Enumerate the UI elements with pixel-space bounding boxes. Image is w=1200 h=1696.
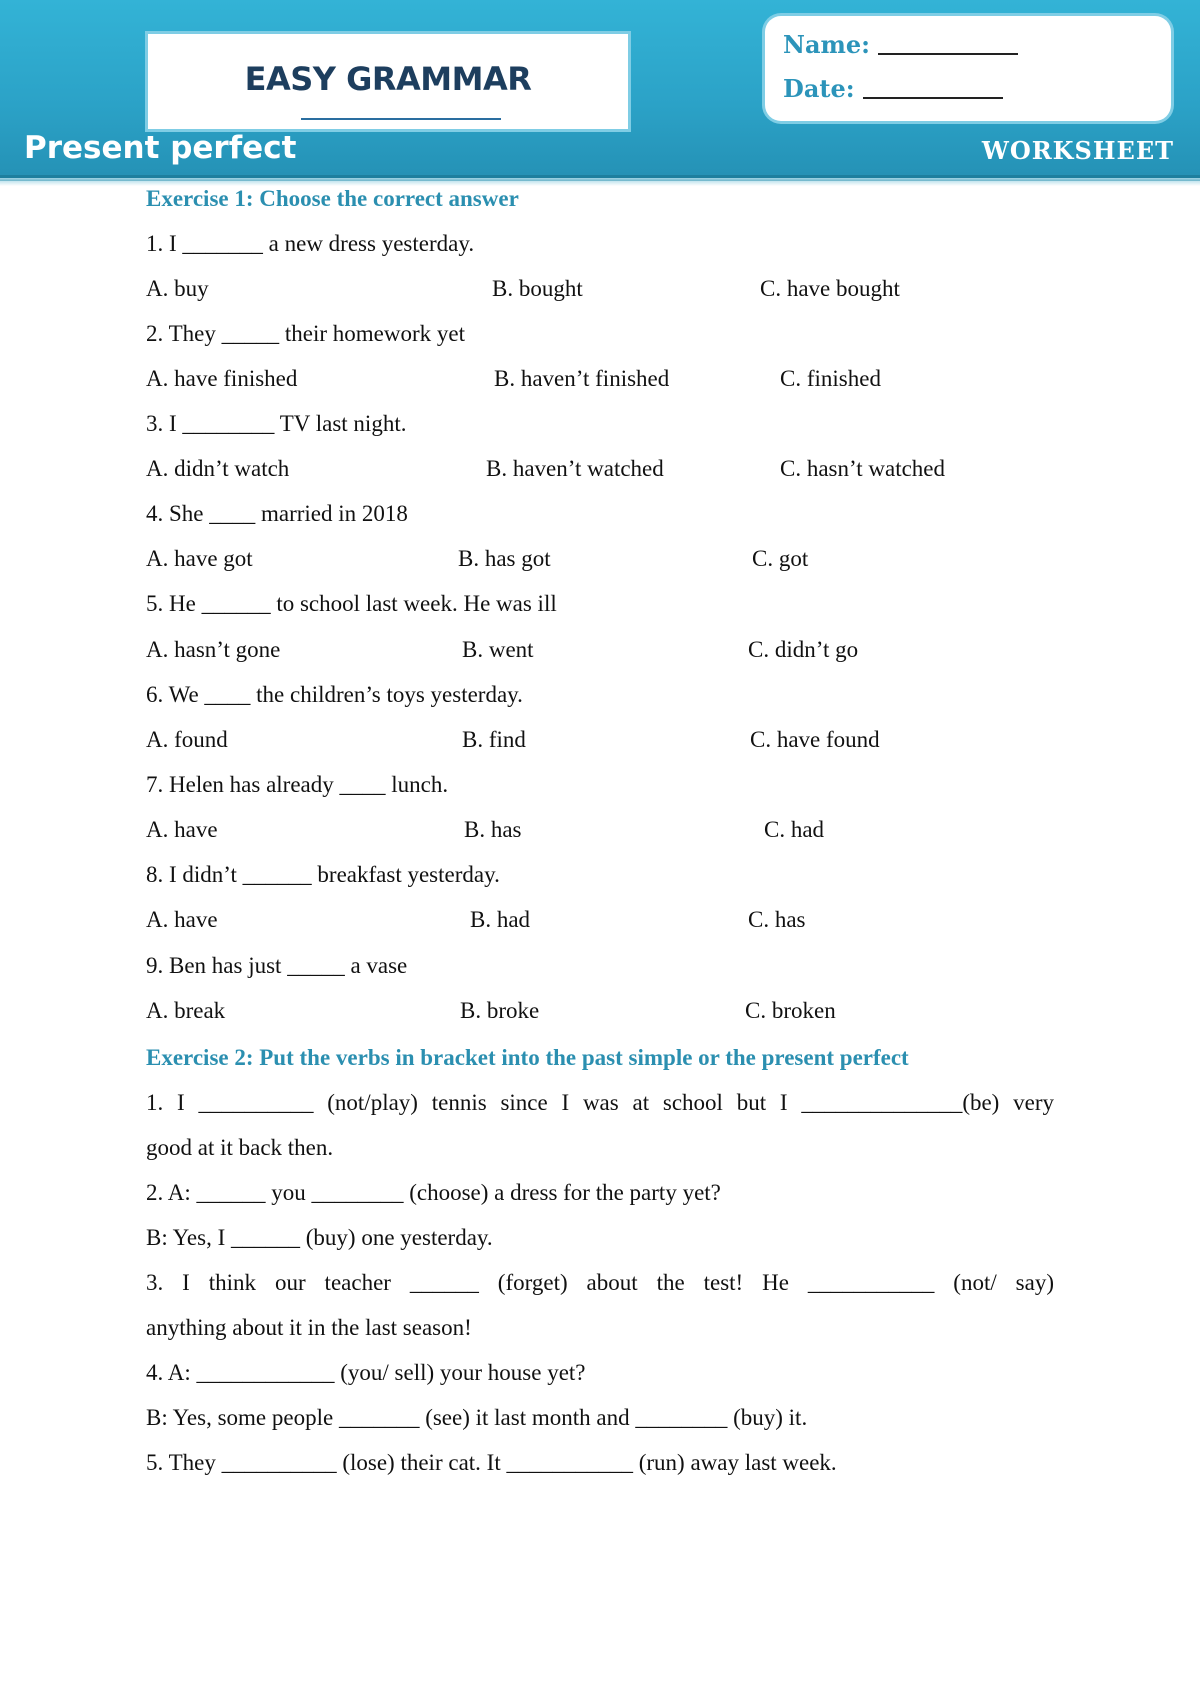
question-1-option-b[interactable]: B. bought [492,276,583,301]
title-box [148,34,628,129]
exercise-2-line-8: B: Yes, some people _______ (see) it last month and ________ (buy) it. [146,1405,808,1430]
question-5-option-a[interactable]: A. hasn’t gone [146,637,281,662]
question-2: 2. They _____ their homework yet [146,321,465,346]
question-6-option-a[interactable]: A. found [146,727,228,752]
date-blank[interactable] [863,97,1003,99]
exercise-2-line-7: 4. A: ____________ (you/ sell) your house yet? [146,1360,586,1385]
question-3-option-a[interactable]: A. didn’t watch [146,456,290,481]
question-3: 3. I ________ TV last night. [146,411,407,436]
question-5-option-c[interactable]: C. didn’t go [748,637,859,662]
question-4-option-c[interactable]: C. got [752,546,809,571]
topic-subtitle: Present perfect [24,130,297,166]
question-9-option-a[interactable]: A. break [146,998,226,1023]
exercise-2-line-9: 5. They __________ (lose) their cat. It ___________ (run) away last week. [146,1450,837,1475]
question-2-option-a[interactable]: A. have finished [146,366,298,391]
exercise-2-line-2: good at it back then. [146,1135,334,1160]
name-date-box [765,16,1171,121]
question-9-option-c[interactable]: C. broken [745,998,836,1023]
question-7: 7. Helen has already ____ lunch. [146,772,449,797]
question-5-option-b[interactable]: B. went [462,637,534,662]
question-1: 1. I _______ a new dress yesterday. [146,231,475,256]
exercise-1-heading: Exercise 1: Choose the correct answer [146,186,519,211]
question-5: 5. He ______ to school last week. He was ill [146,591,557,616]
exercise-2-line-1: 1. I __________ (not/play) tennis since I was at school but I ______________(be) very [146,1090,1054,1115]
date-label: Date: [783,74,855,103]
title-underline [301,118,501,120]
question-8-option-b[interactable]: B. had [470,907,531,932]
exercise-2-line-6: anything about it in the last season! [146,1315,472,1340]
question-7-option-b[interactable]: B. has [464,817,522,842]
question-4-option-a[interactable]: A. have got [146,546,253,571]
question-4: 4. She ____ married in 2018 [146,501,408,526]
question-7-option-a[interactable]: A. have [146,817,218,842]
exercise-2-line-5: 3. I think our teacher ______ (forget) about the test! He ___________ (not/ say) [146,1270,1054,1295]
question-8: 8. I didn’t ______ breakfast yesterday. [146,862,500,887]
exercise-2-line-4: B: Yes, I ______ (buy) one yesterday. [146,1225,493,1250]
question-6-option-b[interactable]: B. find [462,727,526,752]
question-9: 9. Ben has just _____ a vase [146,953,408,978]
question-7-option-c[interactable]: C. had [764,817,825,842]
worksheet-tag: WORKSHEET [981,136,1174,165]
name-field [783,30,1018,59]
question-9-option-b[interactable]: B. broke [460,998,540,1023]
worksheet-title: EASY GRAMMAR [244,60,532,98]
name-blank[interactable] [878,53,1018,55]
question-8-option-c[interactable]: C. has [748,907,806,932]
question-8-option-a[interactable]: A. have [146,907,218,932]
header-shadow [0,178,1200,186]
question-3-option-b[interactable]: B. haven’t watched [486,456,664,481]
question-6-option-c[interactable]: C. have found [750,727,880,752]
question-3-option-c[interactable]: C. hasn’t watched [780,456,946,481]
question-1-option-c[interactable]: C. have bought [760,276,900,301]
question-2-option-b[interactable]: B. haven’t finished [494,366,670,391]
question-6: 6. We ____ the children’s toys yesterday. [146,682,523,707]
question-4-option-b[interactable]: B. has got [458,546,551,571]
question-2-option-c[interactable]: C. finished [780,366,881,391]
name-label: Name: [783,30,871,59]
date-field [783,74,1003,103]
exercise-2-heading: Exercise 2: Put the verbs in bracket into the past simple or the present perfect [146,1045,909,1070]
question-1-option-a[interactable]: A. buy [146,276,209,301]
exercise-2-line-3: 2. A: ______ you ________ (choose) a dress for the party yet? [146,1180,721,1205]
